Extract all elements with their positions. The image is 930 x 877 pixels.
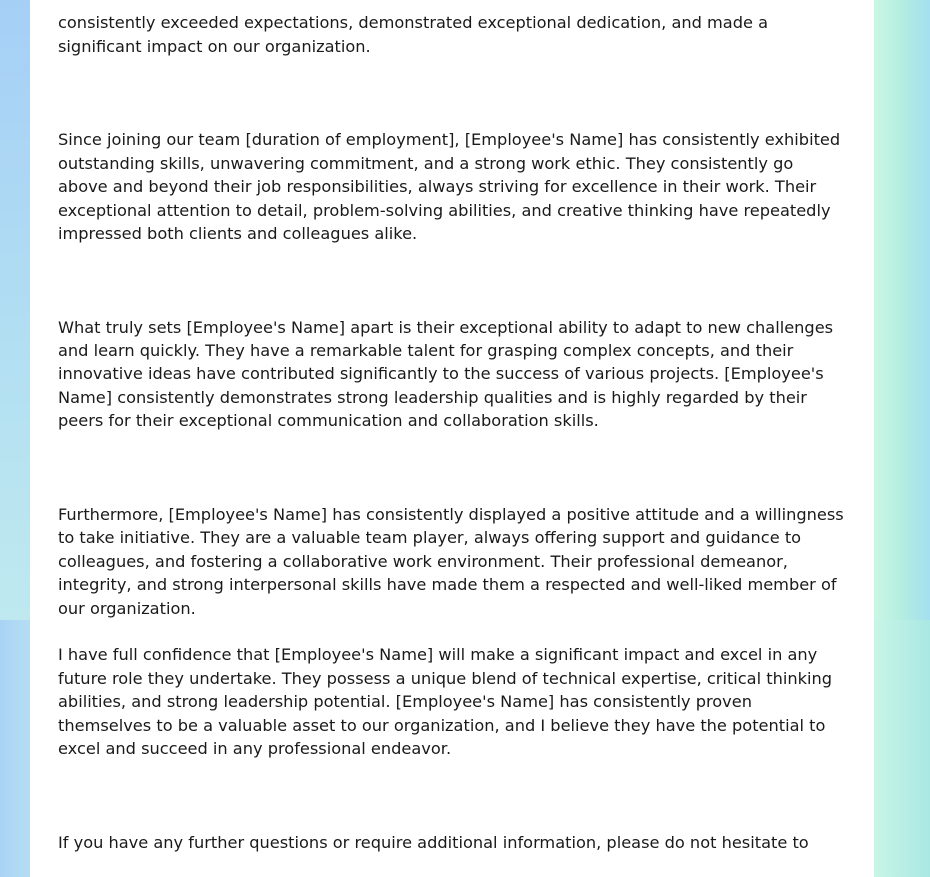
letter-paragraph-confidence: I have full confidence that [Employee's Name] will make a significant impact and excel in any future role they undertake. They possess a unique blend of technical expertise, critical thinking abilities, and strong leadership potential. [Employee's Name] has consistently proven themselves to be a valuable asset to our organization, and I believe they have the potential to excel and succeed in any professional endeavor. bbox=[58, 645, 833, 758]
letter-page bbox=[30, 0, 874, 852]
letter-paragraph-skills: Since joining our team [duration of employment], [Employee's Name] has consistently exhibited outstanding skills, unwavering commitment, and a strong work ethic. They consistently go above and beyond their job responsibilities, always striving for excellence in their work. Their exceptional attention to detail, problem-solving abilities, and creative thinking have repeatedly impressed both clients and colleagues alike. bbox=[58, 130, 841, 244]
paragraph-gap bbox=[58, 456, 848, 479]
left-gradient-border bbox=[0, 0, 30, 620]
letter-paragraph-attitude: Furthermore, [Employee's Name] has consistently displayed a positive attitude and a willingness to take initiative. They are a valuable team player, always offering support and guidance to colleagues, and fostering a collaborative work environment. Their professional demeanor, integrity, and strong interpersonal skills have made them a respected and well-liked member of our organization. bbox=[58, 504, 844, 618]
letter-paragraph-intro-tail: consistently exceeded expectations, demonstrated exceptional dedication, and made a significant impact on our organization. bbox=[58, 13, 769, 56]
paragraph-gap bbox=[58, 784, 848, 807]
paragraph-gap bbox=[58, 82, 848, 105]
right-gradient-border bbox=[874, 0, 930, 620]
paragraph-gap bbox=[58, 269, 848, 292]
letter-body bbox=[58, 0, 848, 877]
letter-paragraph-closing: If you have any further questions or require additional information, please do not hesitate to bbox=[58, 832, 809, 852]
letter-paragraph-adaptability: What truly sets [Employee's Name] apart is their exceptional ability to adapt to new challenges and learn quickly. They have a remarkable talent for grasping complex concepts, and their innovative ideas have contributed significantly to the success of various projects. [Employee's Name] consistently demonstrates strong leadership qualities and is highly regarded by their peers for their exceptional communication and collaboration skills. bbox=[58, 317, 834, 431]
